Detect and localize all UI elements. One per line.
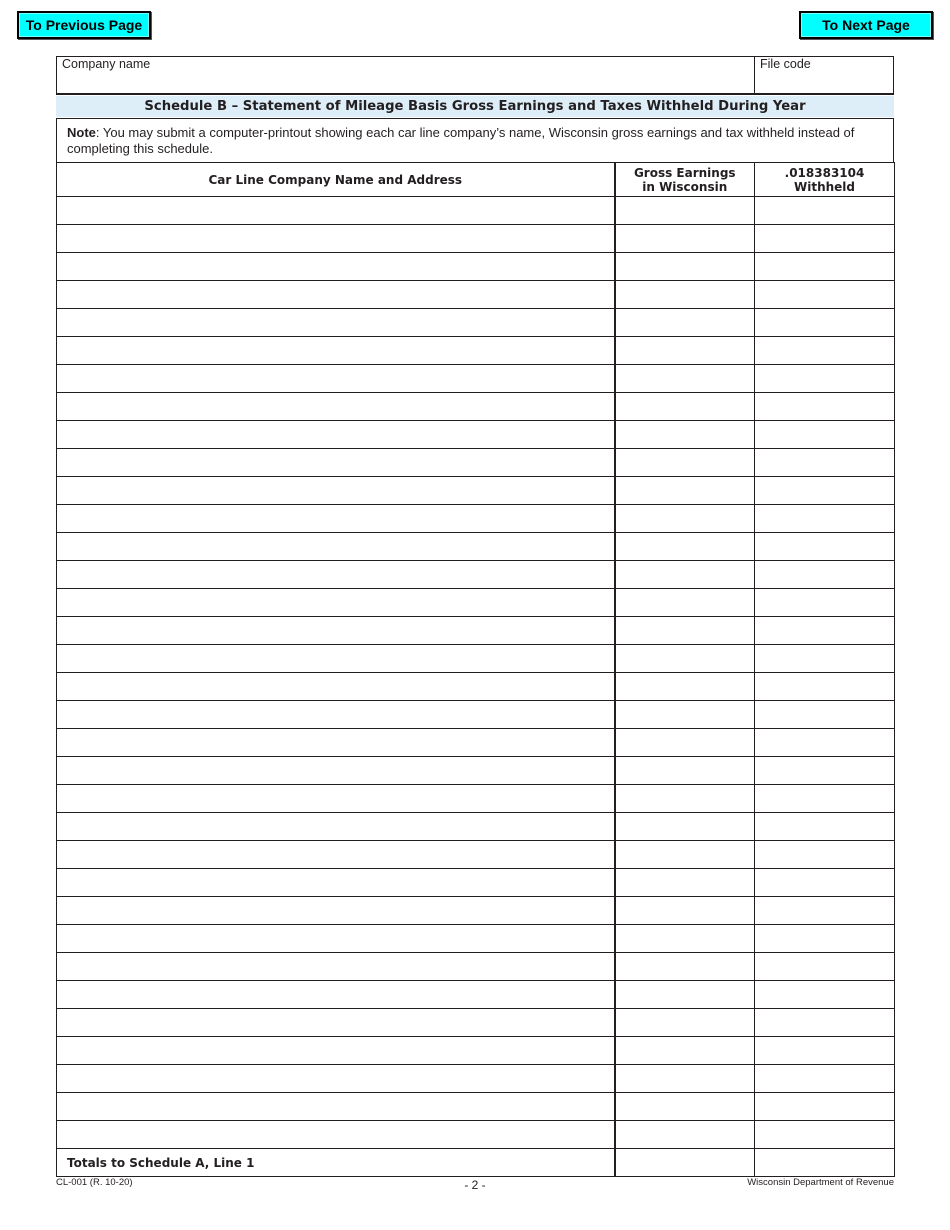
gross-earnings-input[interactable] (616, 197, 755, 224)
gross-earnings-cell[interactable] (615, 925, 755, 953)
gross-earnings-cell[interactable] (615, 393, 755, 421)
table-row (57, 1121, 895, 1149)
company-name-address-input[interactable] (57, 729, 614, 756)
company-name-address-cell[interactable] (57, 225, 615, 253)
withheld-input[interactable] (755, 253, 894, 280)
gross-earnings-input[interactable] (616, 337, 755, 364)
gross-earnings-cell[interactable] (615, 757, 755, 785)
gross-earnings-input[interactable] (616, 729, 755, 756)
company-name-address-input[interactable] (57, 253, 614, 280)
withheld-cell[interactable] (755, 505, 895, 533)
company-name-address-input[interactable] (57, 281, 614, 308)
gross-earnings-cell[interactable] (615, 1093, 755, 1121)
next-page-button[interactable]: To Next Page (799, 11, 933, 39)
withheld-input[interactable] (755, 365, 894, 392)
table-row (57, 225, 895, 253)
gross-earnings-cell[interactable] (615, 897, 755, 925)
company-name-address-cell[interactable] (57, 645, 615, 673)
gross-earnings-input[interactable] (616, 477, 755, 504)
gross-earnings-cell[interactable] (615, 701, 755, 729)
company-name-address-input[interactable] (57, 225, 614, 252)
company-name-address-cell[interactable] (57, 813, 615, 841)
withheld-cell[interactable] (755, 1093, 895, 1121)
previous-page-button[interactable]: To Previous Page (17, 11, 151, 39)
company-name-address-cell[interactable] (57, 197, 615, 225)
gross-earnings-cell[interactable] (615, 617, 755, 645)
withheld-input[interactable] (755, 645, 894, 672)
file-code-label: File code (760, 57, 811, 71)
company-name-address-input[interactable] (57, 897, 614, 924)
table-row (57, 701, 895, 729)
table-row (57, 729, 895, 757)
company-name-address-cell[interactable] (57, 981, 615, 1009)
gross-earnings-input[interactable] (616, 981, 755, 1008)
company-name-address-input[interactable] (57, 925, 614, 952)
withheld-cell[interactable] (755, 533, 895, 561)
gross-earnings-input[interactable] (616, 281, 755, 308)
withheld-cell[interactable] (755, 561, 895, 589)
withheld-input[interactable] (755, 505, 894, 532)
gross-earnings-input[interactable] (616, 617, 755, 644)
company-name-address-cell[interactable] (57, 393, 615, 421)
company-name-address-cell[interactable] (57, 253, 615, 281)
table-row (57, 785, 895, 813)
withheld-input[interactable] (755, 589, 894, 616)
company-name-address-cell[interactable] (57, 757, 615, 785)
company-name-address-cell[interactable] (57, 337, 615, 365)
withheld-input[interactable] (755, 617, 894, 644)
gross-earnings-cell[interactable] (615, 953, 755, 981)
company-name-address-cell[interactable] (57, 841, 615, 869)
gross-earnings-input[interactable] (616, 533, 755, 560)
withheld-input[interactable] (755, 281, 894, 308)
company-name-address-input[interactable] (57, 701, 614, 728)
company-name-address-cell[interactable] (57, 673, 615, 701)
withheld-input[interactable] (755, 533, 894, 560)
file-code-input[interactable] (760, 71, 888, 91)
company-name-address-cell[interactable] (57, 1009, 615, 1037)
withheld-cell[interactable] (755, 309, 895, 337)
note-box (56, 118, 894, 162)
company-name-address-input[interactable] (57, 673, 614, 700)
withheld-cell[interactable] (755, 645, 895, 673)
company-name-address-input[interactable] (57, 841, 614, 868)
company-name-address-cell[interactable] (57, 561, 615, 589)
withheld-input[interactable] (755, 309, 894, 336)
table-row (57, 505, 895, 533)
company-name-address-input[interactable] (57, 785, 614, 812)
gross-earnings-cell[interactable] (615, 197, 755, 225)
company-column-header: Car Line Company Name and Address (57, 163, 615, 197)
company-name-address-input[interactable] (57, 1065, 614, 1092)
gross-earnings-cell[interactable] (615, 365, 755, 393)
withheld-cell[interactable] (755, 1037, 895, 1065)
withheld-cell[interactable] (755, 953, 895, 981)
company-name-address-input[interactable] (57, 309, 614, 336)
gross-earnings-cell[interactable] (615, 225, 755, 253)
gross-earnings-cell[interactable] (615, 1121, 755, 1149)
gross-earnings-cell[interactable] (615, 533, 755, 561)
table-row (57, 197, 895, 225)
company-name-address-cell[interactable] (57, 953, 615, 981)
gross-earnings-cell[interactable] (615, 981, 755, 1009)
table-row (57, 757, 895, 785)
table-row (57, 589, 895, 617)
withheld-input[interactable] (755, 729, 894, 756)
withheld-input[interactable] (755, 197, 894, 224)
withheld-cell[interactable] (755, 421, 895, 449)
withheld-header-line1: .018383104 (784, 165, 865, 180)
withheld-cell[interactable] (755, 673, 895, 701)
withheld-input[interactable] (755, 449, 894, 476)
gross-earnings-header-line2: in Wisconsin (642, 179, 728, 194)
table-row (57, 533, 895, 561)
gross-earnings-cell[interactable] (615, 785, 755, 813)
gross-earnings-input[interactable] (616, 1121, 755, 1148)
gross-earnings-input[interactable] (616, 953, 755, 980)
withheld-input[interactable] (755, 869, 894, 896)
gross-earnings-input[interactable] (616, 365, 755, 392)
withheld-input[interactable] (755, 561, 894, 588)
table-row (57, 953, 895, 981)
table-row (57, 869, 895, 897)
gross-earnings-input[interactable] (616, 449, 755, 476)
gross-earnings-cell[interactable] (615, 841, 755, 869)
company-name-address-input[interactable] (57, 1009, 614, 1036)
withheld-cell[interactable] (755, 253, 895, 281)
total-withheld-input[interactable] (755, 1149, 894, 1176)
company-name-address-input[interactable] (57, 1037, 614, 1064)
totals-label: Totals to Schedule A, Line 1 (57, 1149, 615, 1177)
company-name-address-input[interactable] (57, 869, 614, 896)
company-name-address-input[interactable] (57, 589, 614, 616)
schedule-title: Schedule B – Statement of Mileage Basis Gross Earnings and Taxes Withheld During Year (56, 96, 894, 117)
table-row (57, 981, 895, 1009)
table-row (57, 1037, 895, 1065)
company-name-label: Company name (62, 57, 151, 71)
gross-earnings-cell[interactable] (615, 1037, 755, 1065)
company-name-address-input[interactable] (57, 449, 614, 476)
page-number: - 2 - (464, 1178, 486, 1192)
gross-earnings-input[interactable] (616, 785, 755, 812)
withheld-cell[interactable] (755, 281, 895, 309)
withheld-cell[interactable] (755, 925, 895, 953)
withheld-cell[interactable] (755, 197, 895, 225)
withheld-cell[interactable] (755, 785, 895, 813)
withheld-cell[interactable] (755, 225, 895, 253)
company-name-address-cell[interactable] (57, 421, 615, 449)
withheld-column-header (755, 163, 895, 197)
company-name-address-input[interactable] (57, 953, 614, 980)
table-row (57, 1093, 895, 1121)
gross-earnings-input[interactable] (616, 813, 755, 840)
table-row (57, 309, 895, 337)
table-row (57, 617, 895, 645)
department-name: Wisconsin Department of Revenue (747, 1177, 894, 1188)
gross-earnings-input[interactable] (616, 869, 755, 896)
withheld-cell[interactable] (755, 729, 895, 757)
gross-earnings-input[interactable] (616, 1093, 755, 1120)
withheld-input[interactable] (755, 841, 894, 868)
company-name-address-input[interactable] (57, 617, 614, 644)
company-name-address-cell[interactable] (57, 617, 615, 645)
company-name-address-input[interactable] (57, 197, 614, 224)
company-name-input[interactable] (62, 71, 749, 91)
company-name-address-input[interactable] (57, 337, 614, 364)
company-name-address-input[interactable] (57, 365, 614, 392)
header-fields (56, 56, 894, 95)
gross-earnings-cell[interactable] (615, 673, 755, 701)
withheld-input[interactable] (755, 1093, 894, 1120)
withheld-cell[interactable] (755, 701, 895, 729)
table-row (57, 421, 895, 449)
withheld-input[interactable] (755, 1065, 894, 1092)
withheld-cell[interactable] (755, 869, 895, 897)
note-label: Note (67, 125, 96, 140)
company-name-address-cell[interactable] (57, 589, 615, 617)
withheld-cell[interactable] (755, 813, 895, 841)
company-name-address-cell[interactable] (57, 505, 615, 533)
withheld-input[interactable] (755, 477, 894, 504)
total-gross-earnings-input[interactable] (616, 1149, 755, 1176)
gross-earnings-input[interactable] (616, 1009, 755, 1036)
gross-earnings-input[interactable] (616, 393, 755, 420)
gross-earnings-input[interactable] (616, 1065, 755, 1092)
gross-earnings-cell[interactable] (615, 813, 755, 841)
table-row (57, 561, 895, 589)
gross-earnings-cell[interactable] (615, 645, 755, 673)
gross-earnings-cell[interactable] (615, 421, 755, 449)
table-row (57, 925, 895, 953)
table-row (57, 645, 895, 673)
withheld-input[interactable] (755, 981, 894, 1008)
table-row (57, 281, 895, 309)
table-header-row (57, 163, 895, 197)
company-name-address-cell[interactable] (57, 897, 615, 925)
gross-earnings-cell[interactable] (615, 729, 755, 757)
gross-earnings-cell[interactable] (615, 1065, 755, 1093)
gross-earnings-cell[interactable] (615, 337, 755, 365)
form-id: CL-001 (R. 10-20) (56, 1177, 133, 1188)
company-name-cell (57, 57, 755, 93)
gross-earnings-cell[interactable] (615, 449, 755, 477)
withheld-input[interactable] (755, 757, 894, 784)
gross-earnings-input[interactable] (616, 645, 755, 672)
withheld-cell[interactable] (755, 1065, 895, 1093)
company-name-address-input[interactable] (57, 981, 614, 1008)
company-name-address-input[interactable] (57, 1121, 614, 1148)
company-name-address-input[interactable] (57, 757, 614, 784)
withheld-cell[interactable] (755, 981, 895, 1009)
withheld-cell[interactable] (755, 365, 895, 393)
gross-earnings-input[interactable] (616, 253, 755, 280)
withheld-cell[interactable] (755, 1121, 895, 1149)
withheld-input[interactable] (755, 337, 894, 364)
withheld-header-line2: Withheld (793, 179, 855, 194)
gross-earnings-input[interactable] (616, 1037, 755, 1064)
withheld-cell[interactable] (755, 477, 895, 505)
gross-earnings-input[interactable] (616, 841, 755, 868)
company-name-address-input[interactable] (57, 421, 614, 448)
table-row (57, 897, 895, 925)
withheld-input[interactable] (755, 1121, 894, 1148)
schedule-table (56, 162, 895, 1177)
gross-earnings-cell[interactable] (615, 561, 755, 589)
gross-earnings-cell[interactable] (615, 1009, 755, 1037)
gross-earnings-input[interactable] (616, 505, 755, 532)
withheld-input[interactable] (755, 925, 894, 952)
withheld-input[interactable] (755, 813, 894, 840)
gross-earnings-input[interactable] (616, 701, 755, 728)
company-name-address-cell[interactable] (57, 477, 615, 505)
company-name-address-input[interactable] (57, 477, 614, 504)
withheld-cell[interactable] (755, 897, 895, 925)
table-row (57, 813, 895, 841)
company-name-address-input[interactable] (57, 1093, 614, 1120)
withheld-cell[interactable] (755, 337, 895, 365)
table-row (57, 841, 895, 869)
withheld-input[interactable] (755, 1009, 894, 1036)
gross-earnings-cell[interactable] (615, 309, 755, 337)
total-withheld-cell[interactable] (755, 1149, 895, 1177)
company-name-address-cell[interactable] (57, 533, 615, 561)
table-row (57, 253, 895, 281)
company-name-address-input[interactable] (57, 561, 614, 588)
withheld-input[interactable] (755, 897, 894, 924)
table-row (57, 337, 895, 365)
company-name-address-input[interactable] (57, 533, 614, 560)
gross-earnings-input[interactable] (616, 897, 755, 924)
company-name-address-cell[interactable] (57, 1121, 615, 1149)
withheld-input[interactable] (755, 421, 894, 448)
table-row (57, 1065, 895, 1093)
company-name-address-cell[interactable] (57, 449, 615, 477)
gross-earnings-input[interactable] (616, 421, 755, 448)
gross-earnings-input[interactable] (616, 673, 755, 700)
gross-earnings-input[interactable] (616, 561, 755, 588)
company-name-address-input[interactable] (57, 813, 614, 840)
withheld-input[interactable] (755, 393, 894, 420)
withheld-input[interactable] (755, 785, 894, 812)
withheld-cell[interactable] (755, 1009, 895, 1037)
withheld-input[interactable] (755, 953, 894, 980)
gross-earnings-cell[interactable] (615, 281, 755, 309)
file-code-cell (755, 57, 893, 93)
withheld-cell[interactable] (755, 617, 895, 645)
company-name-address-cell[interactable] (57, 1037, 615, 1065)
company-name-address-cell[interactable] (57, 925, 615, 953)
totals-row (57, 1149, 895, 1177)
gross-earnings-cell[interactable] (615, 869, 755, 897)
note-text: : You may submit a computer-printout showing each car line company’s name, Wisconsin gross earnings and tax withheld instead of completing this schedule. (67, 125, 855, 156)
company-name-address-cell[interactable] (57, 785, 615, 813)
gross-earnings-input[interactable] (616, 589, 755, 616)
gross-earnings-input[interactable] (616, 225, 755, 252)
gross-earnings-input[interactable] (616, 757, 755, 784)
company-name-address-cell[interactable] (57, 1093, 615, 1121)
withheld-cell[interactable] (755, 393, 895, 421)
withheld-cell[interactable] (755, 589, 895, 617)
company-name-address-input[interactable] (57, 645, 614, 672)
table-row (57, 477, 895, 505)
company-name-address-cell[interactable] (57, 1065, 615, 1093)
gross-earnings-header-line1: Gross Earnings (633, 165, 736, 180)
withheld-input[interactable] (755, 225, 894, 252)
withheld-input[interactable] (755, 673, 894, 700)
withheld-cell[interactable] (755, 449, 895, 477)
company-name-address-cell[interactable] (57, 701, 615, 729)
gross-earnings-column-header (615, 163, 755, 197)
withheld-cell[interactable] (755, 841, 895, 869)
gross-earnings-cell[interactable] (615, 253, 755, 281)
withheld-input[interactable] (755, 701, 894, 728)
table-row (57, 449, 895, 477)
withheld-input[interactable] (755, 1037, 894, 1064)
table-row (57, 673, 895, 701)
company-name-address-cell[interactable] (57, 365, 615, 393)
company-name-address-cell[interactable] (57, 869, 615, 897)
gross-earnings-cell[interactable] (615, 589, 755, 617)
withheld-cell[interactable] (755, 757, 895, 785)
total-gross-earnings-cell[interactable] (615, 1149, 755, 1177)
gross-earnings-cell[interactable] (615, 505, 755, 533)
gross-earnings-cell[interactable] (615, 477, 755, 505)
table-row (57, 365, 895, 393)
company-name-address-cell[interactable] (57, 729, 615, 757)
company-name-address-input[interactable] (57, 393, 614, 420)
table-row (57, 1009, 895, 1037)
company-name-address-cell[interactable] (57, 309, 615, 337)
company-name-address-input[interactable] (57, 505, 614, 532)
company-name-address-cell[interactable] (57, 281, 615, 309)
gross-earnings-input[interactable] (616, 309, 755, 336)
gross-earnings-input[interactable] (616, 925, 755, 952)
table-row (57, 393, 895, 421)
